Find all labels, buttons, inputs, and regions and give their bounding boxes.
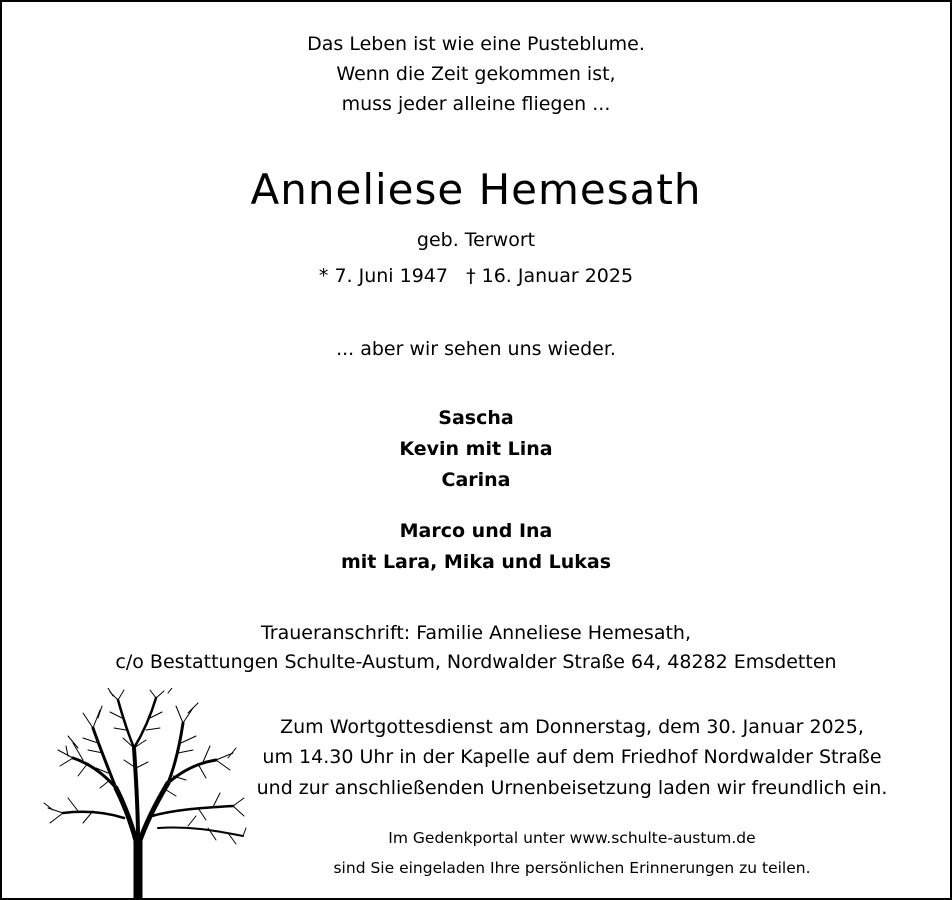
- address-line-1: Traueranschrift: Familie Anneliese Hemesath,: [260, 622, 691, 644]
- service-line-2: um 14.30 Uhr in der Kapelle auf dem Friedhof Nordwalder Straße: [262, 746, 882, 768]
- mourner-line: Carina: [441, 469, 511, 491]
- poem-line-1: Das Leben ist wie eine Pusteblume.: [307, 33, 645, 55]
- portal-line-1: Im Gedenkportal unter www.schulte-austum.de: [388, 829, 756, 847]
- deceased-name: Anneliese Hemesath: [250, 165, 702, 214]
- address-line-2: c/o Bestattungen Schulte-Austum, Nordwalder Straße 64, 48282 Emsdetten: [115, 651, 837, 673]
- service-line-1: Zum Wortgottesdienst am Donnerstag, dem 30. Januar 2025,: [280, 716, 864, 738]
- mourner-line: mit Lara, Mika und Lukas: [340, 551, 612, 573]
- service-line-3: und zur anschließenden Urnenbeisetzung laden wir freundlich ein.: [256, 777, 888, 799]
- birth-name: geb. Terwort: [416, 229, 536, 251]
- life-dates: * 7. Juni 1947 † 16. Januar 2025: [318, 265, 634, 287]
- poem-line-2: Wenn die Zeit gekommen ist,: [336, 63, 616, 85]
- closing-line: ... aber wir sehen uns wieder.: [336, 338, 616, 360]
- mourner-line: Sascha: [438, 407, 514, 429]
- poem-line-3: muss jeder alleine fliegen ...: [341, 93, 611, 115]
- mourner-line: Marco und Ina: [399, 520, 553, 542]
- tree-icon: [38, 688, 248, 900]
- portal-line-2: sind Sie eingeladen Ihre persönlichen Erinnerungen zu teilen.: [333, 859, 811, 877]
- mourner-line: Kevin mit Lina: [399, 438, 553, 460]
